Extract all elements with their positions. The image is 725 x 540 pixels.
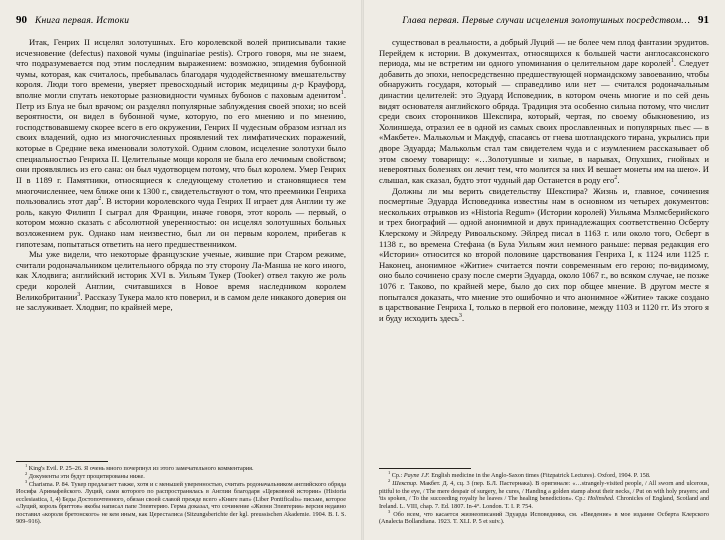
footnote: $^2$ Шекспир. Макбет. Д. 4, сц. 3 (пер. Б.Л. Пастернака). В оригинале: «…strangely-visited people, / All sworn and ulcerous, pitiful to the eye, / The mere despair of surgery, he cures, / Handing a golden stamp about their necks, / Put on with holy prayers; and 'tis spoken, / To the succeeding royalty he leaves / The healing benediction». Ср.: Holinshed. Chronicles of England, Scotland and Ireland. L. VIII, chap. 7. Ed. 1807. In-4°. London. T. I. P. 754.: [379, 477, 710, 510]
footnote: $^1$ Ср.: Payne J.F. English medicine in the Anglo-Saxon times (Fitzpatrick Lectures). Oxford, 1904. P. 158.: [388, 469, 651, 479]
paragraph: Итак, Генрих II исцелял золотушных. Его королевской волей приписывали такие исчезновение (defectus) паховой чумы (inguinariae pestis). Строго говоря, мы не знаем, что подразумевается под этим последним выражением: возможно, эпидемия бубонной чумы, которая, как считалось, пребывалась благодаря чудодейственному вмешательству короля. Люди того времени, уверяет превосходный историк медицины д-р Крауфорд, вполне могли спутать некоторые разновидности чумных бубонов с паховым аденитом$^1$. Петр из Блуа не был врачом; он разделял популярные заблуждения своей эпохи; но всей вероятности, он видел в бубонной чуме, которую, по его мнению и по мнению, господствовавшему скорее всего в его окружении, Генрих II чудесным образом изгнал из своих владений, одно из многочисленных проявлений тех лимфатических поражений, которые в Средние века именовали золотухой. Одним словом, исцеление золотухи было специальностью Генриха II. Целительные мощи короля не была его лечимым свойством; они проявлялись из его сана: он был чудотворцем потому, что был королем. Умер Генрих II в 1189 г. Памятники, относящиеся к следующему столетию и становящиеся тем многочисленнее, чем ближе они к 1300 г., свидетельствуют о том, что преемники Генриха пользовались этот дар$^2$. В истории королевского чуда Генрих II играет для Англии ту же роль, какую Филипп I сыграл для Франции, иначе говоря, этот король — первый, о котором можно сказать с абсолютной уверенностью: он исцелял золотушных больных возложением рук. Однако нам неизвестно, был ли он первым королем, прибегав к гипотезам, попытаться ответить на него предшественником.: [16, 37, 346, 249]
footnote-rule: [16, 461, 108, 462]
right-running-title: Глава первая. Первые случаи исцеления золотушных посредством…: [402, 16, 690, 26]
left-running-head: [16, 14, 346, 30]
paragraph: Должны ли мы верить свидетельству Шекспира? Жизнь и, главное, сочинения посмертные Эдуарда Исповедника известны нам в основном из четырех документов: нескольких отрывков из «Historia Regum» (Истории королей) Уильяма Мэлмсберийского и трех биографий — одной анонимной и двух принадлежащих соответственно Осберту Клерскому и Эйлреду Ривоальскому. Эйлред писал в 1163 г. или около того, Осберт в 1138 г., во времена Стефана (в Була Уильям жил немного раньше: первая редакция его «Истории» относится ко второй половине царствования Генриха I, к 1124 или 1125 г. Наконец, анонимное «Житие» считается почти современным его герою; по-видимому, оно было сочинено сразу после смерти Эдуарда, около 1067 г., во всяком случае, не позже 1076 г. Таково, по крайней мере, было до сих пор общее мнение. В другом месте я попытался доказать, что мнение это ошибочно и что анонимное «Житие» также создано в царствование Генриха I, только в первой его половине, между 1103 и 1120 гг. Из этого я и буду исходить здесь$^3$.: [379, 185, 709, 323]
right-body-text: [379, 37, 709, 323]
footnote: $^2$ Документы эти будут процитированы ниже.: [25, 470, 145, 480]
footnote: $^3$ Charisma. P. 84. Тукер предлагает также, хотя и с меньшей уверенностью, считать родоначальником английского обряда Иосифа Аримафейского. Луций, сами которого по распространялась в Англии благодаря «Церковной истории» (Historia ecclesiastica, I, 4) Беды Достопочтенного, обязан своей славой прежде всего «Книге пап» (Liber Pontificalis» письме, которое «Луций, король бриттов» якобы написал папе Элевтерию. Герма доказал, что сочинение «Жизни Элевтерия» версия недавно поставил «короля бретонского» не кем иным, как Цересталиса (Sitzungsberichte der kgl. preussischen Akademie. 1904. B. I. S. 909–916).: [16, 478, 346, 525]
right-footnotes: [379, 464, 709, 526]
right-folio-number: 91: [698, 14, 709, 26]
right-page: [379, 14, 709, 526]
footnote-rule: [379, 468, 471, 469]
paragraph: существовал в реальности, а добрый Луций — не более чем плод фантазии эрудитов. Перейдем к истории. В документах, относящихся к большей части англосаксонского периода, мы не встретим ни одного упоминания о целительном даре королей$^1$. Следует добавить до эпохи, непосредственно предшествующей нормандскому завоеванию, чтобы обнаружить государя, который — справедливо или нет — считался родоначальным династии целителей: это Эдуард Исповедник, в котором очень многие и по сей день видят основателя английского обряда. Традиция эта особенно сильна потому, что числит среди своих сторонников Шекспира, который, чертая, по своему обыкновению, из Холиншеда, отразил ее в одной из самых своих прославленных и популярных пьес — в «Макбете». Малькольм и Макдуф, спасаясь от гнева шотландского тирана, укрылись при дворе Эдуарда; Малькольм стал там свидетелем чуда и с изумлением рассказывает об этом своему товарищу: «…Золотушные и хилые, в нарывах, Опухших, гнойных и невероятных болезнях он лечит тем, что молится за них И вешает монеты им на шею». И слышал, как сказал, будто этот чудный дар Останется в роду его$^2$.: [379, 37, 709, 185]
page-columns: [16, 14, 709, 526]
left-running-title: Книга первая. Истоки: [35, 16, 130, 26]
left-body-text: [16, 37, 346, 313]
paragraph: Мы уже видели, что некоторые французские ученые, жившие при Старом режиме, считали родоначальником целительного обряда по эту сторону Ла-Манша не кого иного, как Хлодвига; английский историк XVI в. Уильям Тукер (Tooker) отвел такую же роль среди королей Англии, считавшихся в Новое время наследником королем Великобритании$^3$. Рассказу Тукера мало кто поверил, и в самом деле никакого доверия он не заслуживает. Хлодвиг, по крайней мере,: [16, 249, 346, 313]
right-running-head: [379, 14, 709, 30]
left-page: [16, 14, 346, 526]
footnote: $^1$ King's Evil. P. 25–26. Я очень много почерпнул из этого замечательного комментария.: [25, 462, 254, 472]
footnote: $^3$ Обо всем, что касается жизнеописаний Эдуарда Исповедника, см. «Введение» в мое издание Осберта Клерского (Analecta Bollandiana. 1923. T. XLI. P. 5 et suiv.).: [379, 508, 709, 525]
left-folio-number: 90: [16, 14, 27, 26]
left-footnotes: [16, 457, 346, 527]
